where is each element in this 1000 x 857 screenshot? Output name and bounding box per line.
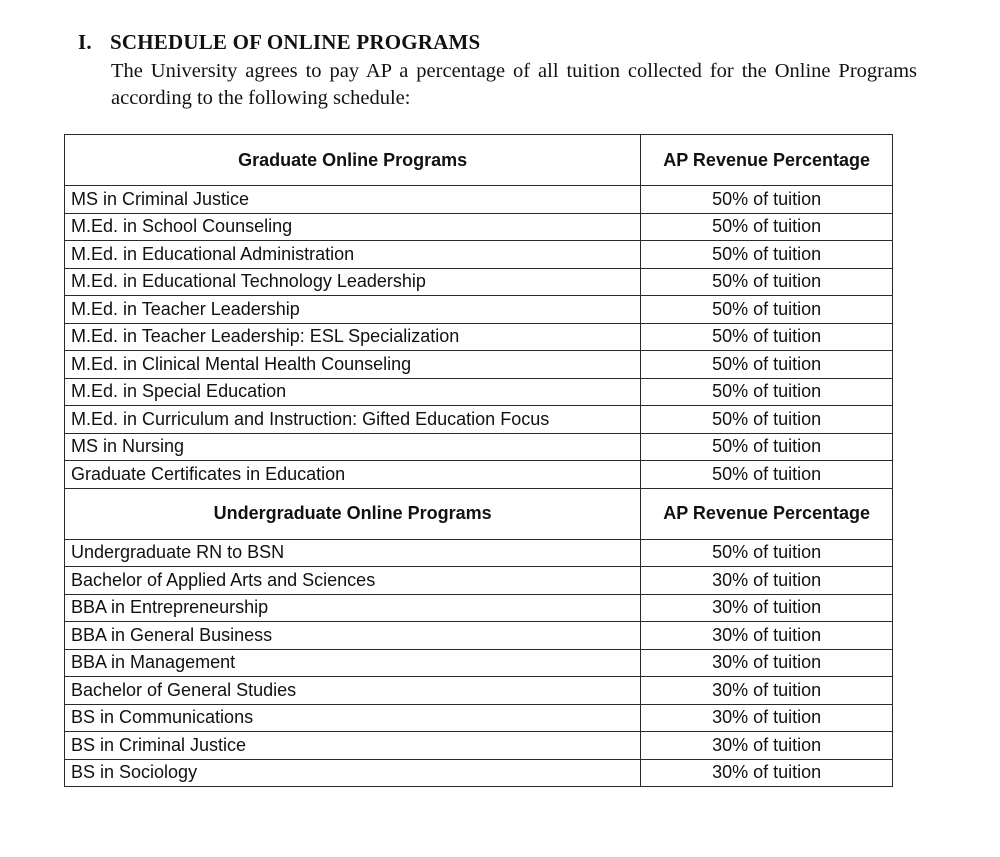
undergraduate-table-row: [65, 677, 893, 705]
online-programs-table: [64, 134, 893, 787]
program-name: Bachelor of Applied Arts and Sciences: [65, 567, 641, 595]
revenue-percentage: 30% of tuition: [641, 704, 893, 732]
revenue-percentage: 50% of tuition: [641, 268, 893, 296]
graduate-percentage-header: AP Revenue Percentage: [641, 135, 893, 186]
section-intro: The University agrees to pay AP a percentage of all tuition collected for the Online Programs according to the following schedule:: [111, 60, 917, 109]
program-name: BS in Criminal Justice: [65, 732, 641, 760]
program-name: Bachelor of General Studies: [65, 677, 641, 705]
program-name: BBA in General Business: [65, 622, 641, 650]
revenue-percentage: 30% of tuition: [641, 732, 893, 760]
program-name: M.Ed. in Teacher Leadership: [65, 296, 641, 324]
revenue-percentage: 50% of tuition: [641, 296, 893, 324]
undergraduate-table-row: [65, 539, 893, 567]
program-name: M.Ed. in Teacher Leadership: ESL Specialization: [65, 323, 641, 351]
undergraduate-table-row: [65, 759, 893, 787]
program-name: M.Ed. in Educational Technology Leadership: [65, 268, 641, 296]
graduate-table-row: [65, 186, 893, 214]
program-name: BBA in Entrepreneurship: [65, 594, 641, 622]
revenue-percentage: 50% of tuition: [641, 351, 893, 379]
program-name: M.Ed. in Educational Administration: [65, 241, 641, 269]
revenue-percentage: 50% of tuition: [641, 406, 893, 434]
section-title: SCHEDULE OF ONLINE PROGRAMS: [110, 30, 481, 54]
revenue-percentage: 30% of tuition: [641, 594, 893, 622]
undergraduate-table-row: [65, 732, 893, 760]
revenue-percentage: 50% of tuition: [641, 186, 893, 214]
program-name: M.Ed. in Clinical Mental Health Counseling: [65, 351, 641, 379]
undergraduate-percentage-header: AP Revenue Percentage: [641, 488, 893, 539]
program-name: Graduate Certificates in Education: [65, 461, 641, 489]
graduate-table-row: [65, 406, 893, 434]
revenue-percentage: 50% of tuition: [641, 433, 893, 461]
program-name: BS in Communications: [65, 704, 641, 732]
revenue-percentage: 30% of tuition: [641, 759, 893, 787]
undergraduate-table-row: [65, 594, 893, 622]
revenue-percentage: 50% of tuition: [641, 241, 893, 269]
program-name: Undergraduate RN to BSN: [65, 539, 641, 567]
graduate-header-row: [65, 135, 893, 186]
revenue-percentage: 50% of tuition: [641, 539, 893, 567]
graduate-table-row: [65, 323, 893, 351]
program-name: M.Ed. in Special Education: [65, 378, 641, 406]
undergraduate-table-row: [65, 704, 893, 732]
graduate-table-row: [65, 351, 893, 379]
graduate-table-row: [65, 433, 893, 461]
undergraduate-table-row: [65, 622, 893, 650]
undergraduate-programs-header: Undergraduate Online Programs: [65, 488, 641, 539]
program-name: BS in Sociology: [65, 759, 641, 787]
revenue-percentage: 30% of tuition: [641, 649, 893, 677]
revenue-percentage: 30% of tuition: [641, 622, 893, 650]
revenue-percentage: 30% of tuition: [641, 567, 893, 595]
graduate-table-row: [65, 213, 893, 241]
graduate-table-row: [65, 241, 893, 269]
revenue-percentage: 50% of tuition: [641, 378, 893, 406]
revenue-percentage: 30% of tuition: [641, 677, 893, 705]
undergraduate-table-row: [65, 649, 893, 677]
section-heading: [78, 30, 480, 55]
program-name: M.Ed. in Curriculum and Instruction: Gifted Education Focus: [65, 406, 641, 434]
graduate-table-row: [65, 378, 893, 406]
graduate-table-row: [65, 461, 893, 489]
revenue-percentage: 50% of tuition: [641, 213, 893, 241]
revenue-percentage: 50% of tuition: [641, 461, 893, 489]
undergraduate-header-row: [65, 488, 893, 539]
revenue-percentage: 50% of tuition: [641, 323, 893, 351]
table-body: [65, 135, 893, 787]
graduate-programs-header: Graduate Online Programs: [65, 135, 641, 186]
graduate-table-row: [65, 296, 893, 324]
program-name: M.Ed. in School Counseling: [65, 213, 641, 241]
section-number: I.: [78, 30, 92, 54]
program-name: MS in Criminal Justice: [65, 186, 641, 214]
undergraduate-table-row: [65, 567, 893, 595]
program-name: MS in Nursing: [65, 433, 641, 461]
graduate-table-row: [65, 268, 893, 296]
program-name: BBA in Management: [65, 649, 641, 677]
